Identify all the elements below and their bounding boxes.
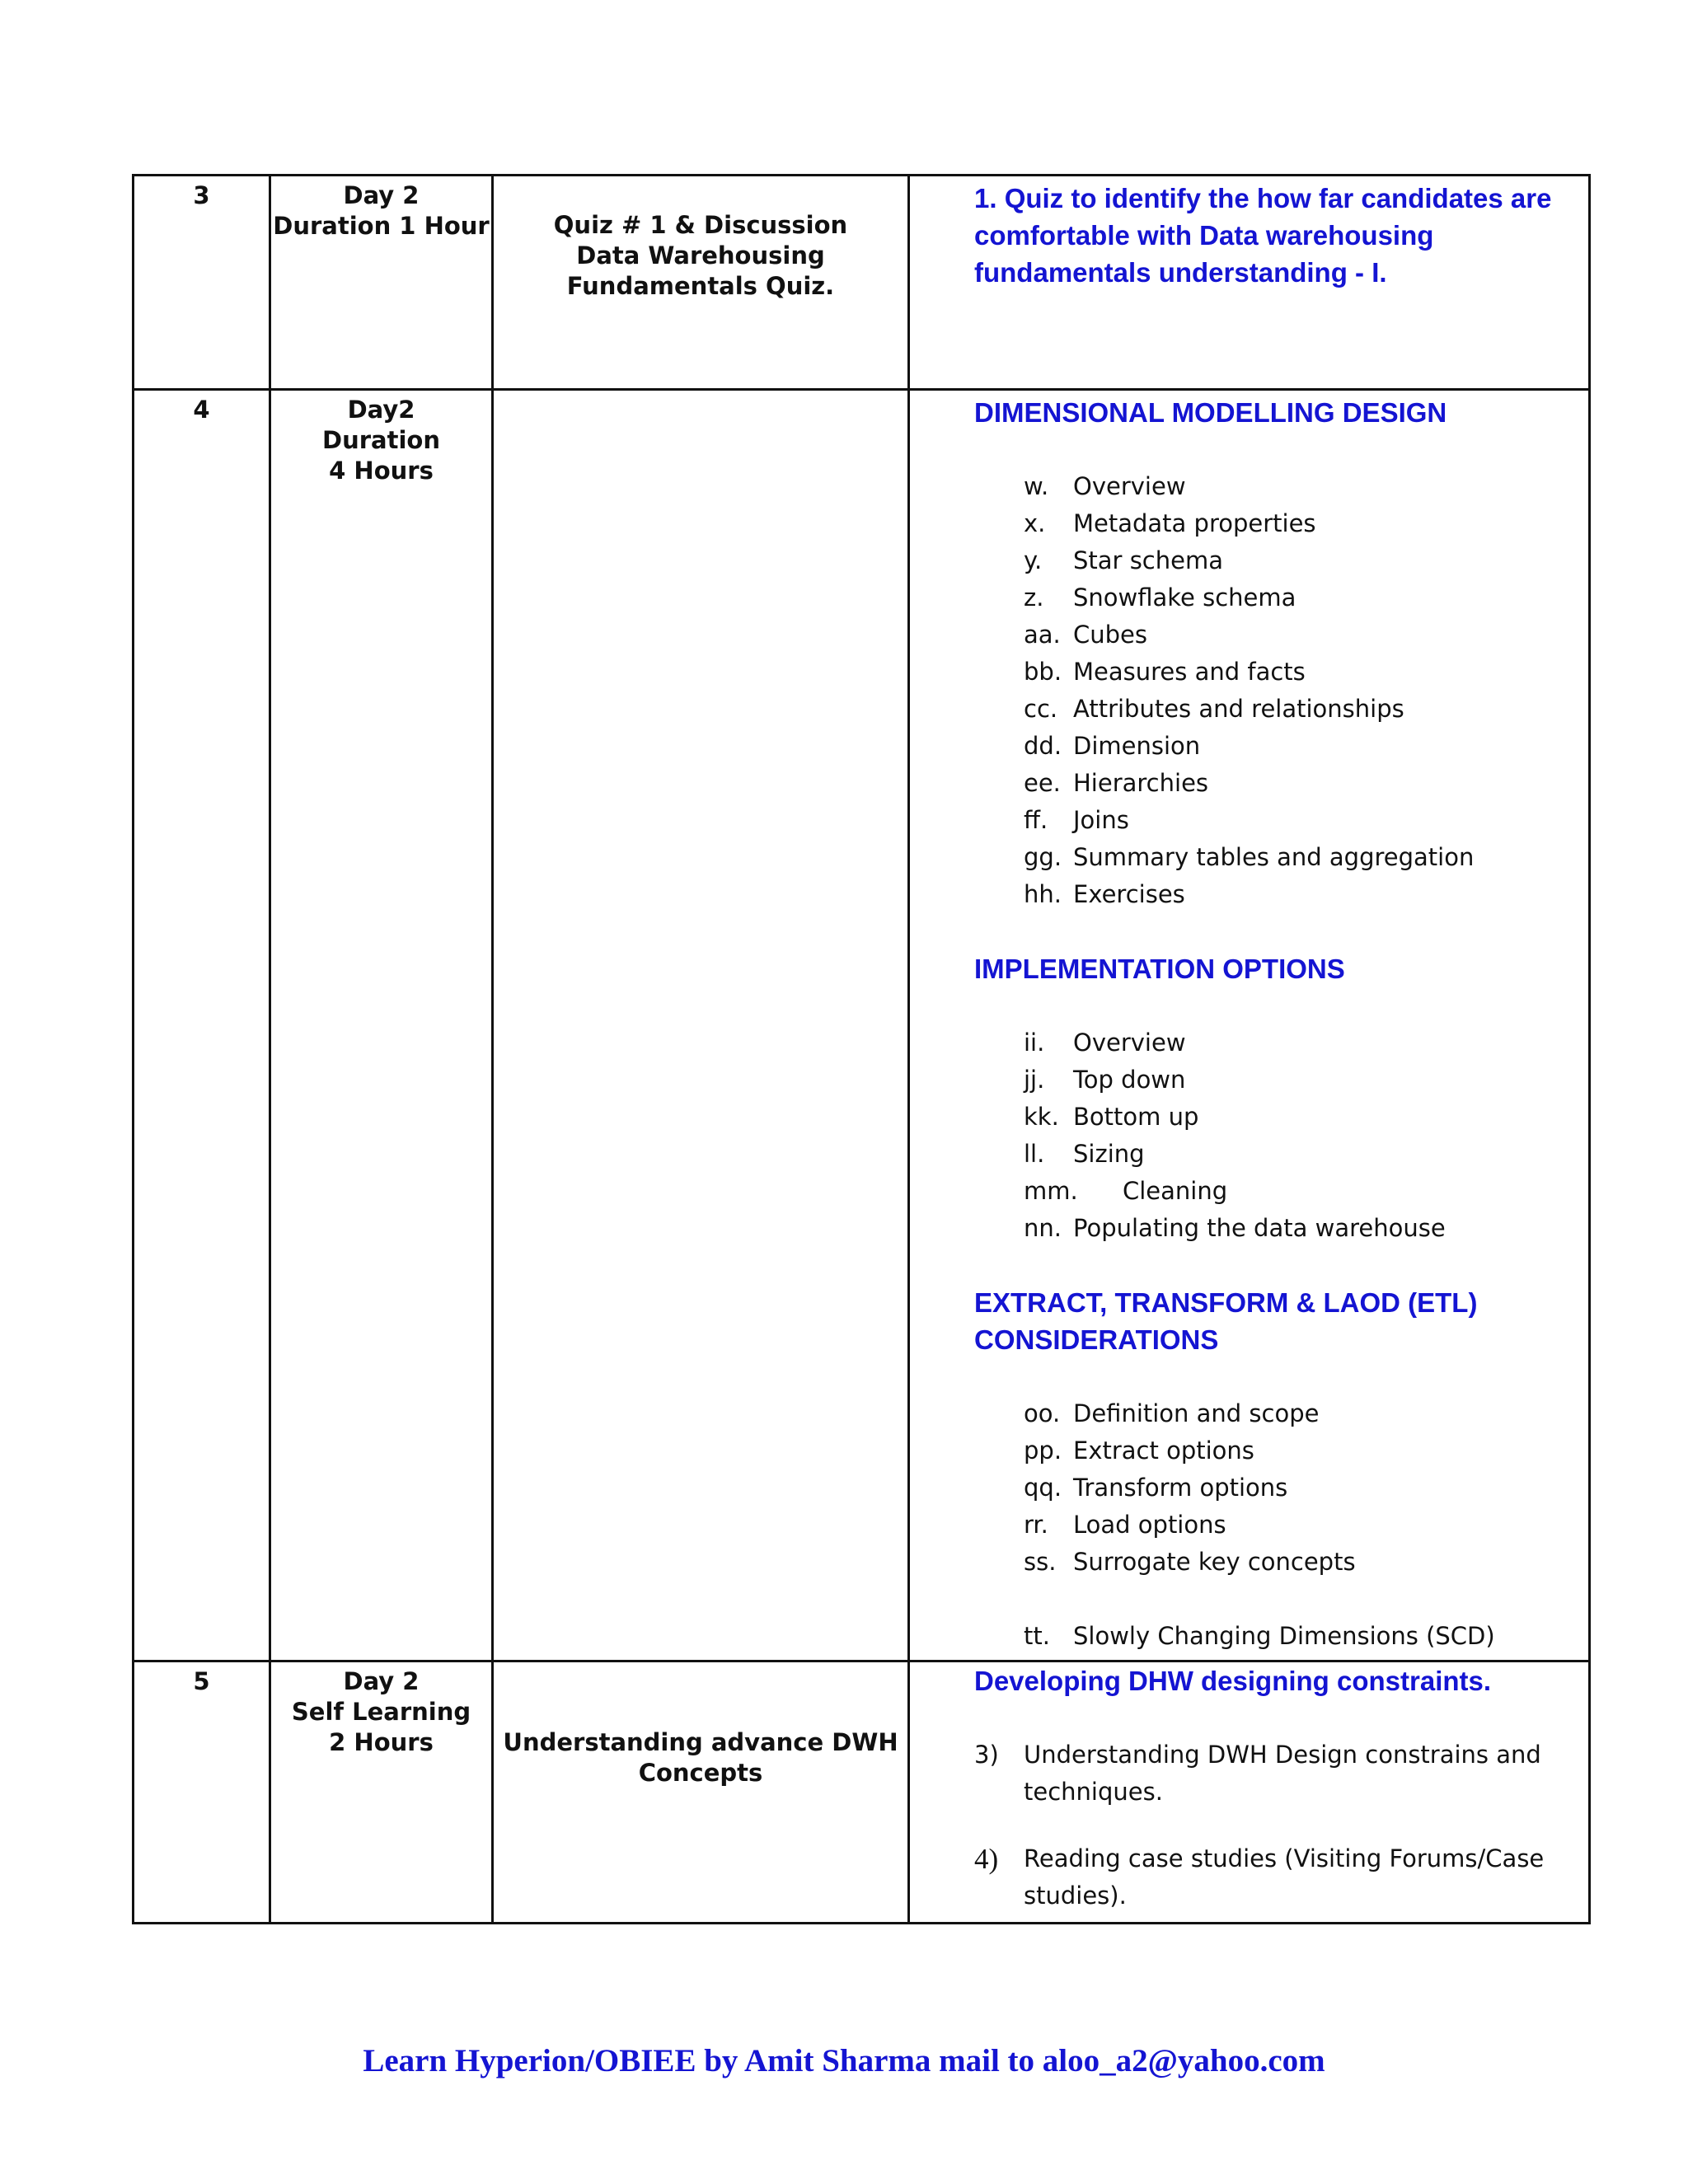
- duration-label: Duration 1 Hour: [273, 212, 490, 240]
- activity-line: Fundamentals Quiz.: [566, 272, 835, 300]
- mode-label: Self Learning: [291, 1698, 471, 1726]
- list-item: aa. Cubes: [1024, 621, 1147, 649]
- topic-cell: [909, 1661, 1590, 1924]
- day-label: Day 2: [343, 181, 420, 209]
- list-item: pp. Extract options: [1024, 1436, 1254, 1465]
- list-item: ee. Hierarchies: [1024, 769, 1209, 797]
- list-item: w. Overview: [1024, 472, 1186, 500]
- section-heading: CONSIDERATIONS: [974, 1324, 1219, 1355]
- table-row: [134, 176, 1590, 390]
- activity-line: Concepts: [638, 1759, 763, 1787]
- list-item: dd. Dimension: [1024, 732, 1201, 760]
- list-item: oo. Definition and scope: [1024, 1399, 1320, 1427]
- list-item: x. Metadata properties: [1024, 509, 1316, 537]
- day-label: Day2: [347, 396, 415, 424]
- list-item: y. Star schema: [1024, 546, 1223, 574]
- day-cell: [270, 176, 493, 390]
- quiz-description: fundamentals understanding - I.: [974, 257, 1387, 288]
- activity-line: Quiz # 1 & Discussion: [553, 211, 848, 239]
- list-item: mm. Cleaning: [1024, 1177, 1228, 1205]
- list-item: bb. Measures and facts: [1024, 658, 1306, 686]
- session-number-cell: [134, 1661, 270, 1924]
- session-number-cell: [134, 176, 270, 390]
- list-item: ss. Surrogate key concepts: [1024, 1548, 1356, 1576]
- list-item: qq. Transform options: [1024, 1474, 1288, 1502]
- self-learning-list: [974, 1736, 1564, 1915]
- duration-label: Duration: [322, 426, 440, 454]
- etl-considerations-list: [1024, 1395, 1564, 1655]
- session-number-cell: [134, 390, 270, 1661]
- list-item: 4) Reading case studies (Visiting Forums/Case studies).: [974, 1843, 1545, 1910]
- section-heading: IMPLEMENTATION OPTIONS: [974, 954, 1345, 984]
- activity-cell: [493, 1661, 909, 1924]
- table-row: [134, 390, 1590, 1661]
- day-cell: [270, 390, 493, 1661]
- session-number: 4: [193, 396, 210, 424]
- list-item: ii. Overview: [1024, 1029, 1186, 1057]
- duration-label: 4 Hours: [329, 457, 434, 485]
- list-item: tt. Slowly Changing Dimensions (SCD): [1024, 1622, 1495, 1650]
- quiz-description: 1. Quiz to identify the how far candidates are: [974, 183, 1552, 213]
- list-item: cc. Attributes and relationships: [1024, 695, 1404, 723]
- list-item: ff. Joins: [1024, 806, 1129, 834]
- day-label: Day 2: [343, 1667, 420, 1695]
- list-item: z. Snowflake schema: [1024, 583, 1296, 612]
- section-heading: DIMENSIONAL MODELLING DESIGN: [974, 397, 1447, 428]
- table-row: [134, 1661, 1590, 1924]
- quiz-description: comfortable with Data warehousing: [974, 220, 1434, 251]
- session-number: 5: [193, 1667, 210, 1695]
- topic-cell: [909, 176, 1590, 390]
- session-number: 3: [193, 181, 210, 209]
- footer-credit: Learn Hyperion/OBIEE by Amit Sharma mail to aloo_a2@yahoo.com: [363, 2043, 1325, 2079]
- list-item: nn. Populating the data warehouse: [1024, 1214, 1446, 1242]
- list-item: gg. Summary tables and aggregation: [1024, 843, 1475, 871]
- activity-line: Understanding advance DWH: [503, 1728, 898, 1756]
- topic-cell: [909, 390, 1590, 1661]
- section-heading: Developing DHW designing constraints.: [974, 1666, 1492, 1696]
- duration-label: 2 Hours: [329, 1728, 434, 1756]
- activity-cell: [493, 176, 909, 390]
- schedule-table: [132, 174, 1591, 1924]
- list-item: jj. Top down: [1024, 1066, 1186, 1094]
- list-item: ll. Sizing: [1024, 1140, 1145, 1168]
- list-item: rr. Load options: [1024, 1511, 1226, 1539]
- list-item: kk. Bottom up: [1024, 1103, 1199, 1131]
- activity-cell: [493, 390, 909, 1661]
- dimensional-modelling-list: [1024, 468, 1564, 913]
- activity-line: Data Warehousing: [576, 241, 825, 269]
- implementation-options-list: [1024, 1024, 1564, 1247]
- list-item: 3) Understanding DWH Design constrains and techniques.: [974, 1741, 1541, 1806]
- section-heading: EXTRACT, TRANSFORM & LAOD (ETL): [974, 1287, 1478, 1318]
- day-cell: [270, 1661, 493, 1924]
- list-item: hh. Exercises: [1024, 880, 1185, 908]
